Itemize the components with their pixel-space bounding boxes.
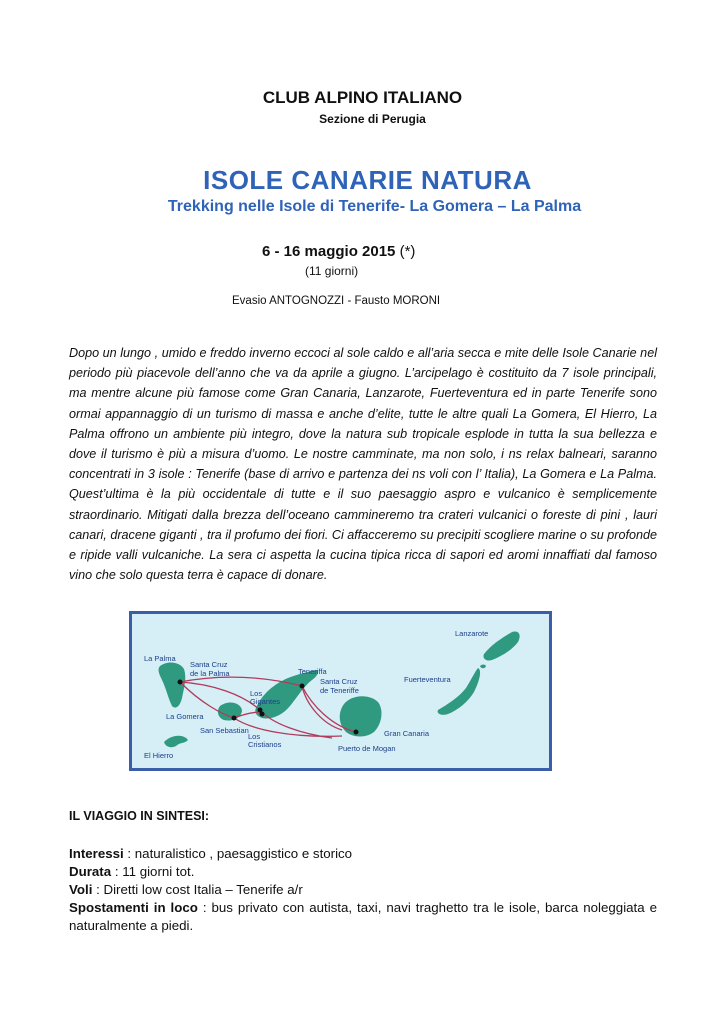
- trip-title: ISOLE CANARIE NATURA: [203, 165, 532, 195]
- label-santa-cruz-tenerife-2: de Teneriffe: [320, 686, 359, 695]
- label-gran-canaria: Gran Canaria: [384, 729, 430, 738]
- island-lobos: [480, 665, 486, 669]
- island-la-gomera: [218, 703, 242, 721]
- label-los-cristianos: Los: [248, 732, 261, 741]
- label-santa-cruz-tenerife: Santa Cruz: [320, 677, 358, 686]
- flights-label: Voli: [69, 882, 93, 897]
- label-los-gigantes: Los: [250, 689, 263, 698]
- island-el-hierro: [164, 736, 188, 747]
- label-los-gigantes-2: Gigantes: [250, 697, 281, 706]
- trip-dates-text: 6 - 16 maggio 2015: [262, 243, 396, 260]
- label-los-cristianos-2: Cristianos: [248, 740, 282, 749]
- interests-value: : naturalistico , paesaggistico e storico: [123, 846, 353, 861]
- transport-label: Spostamenti in loco: [69, 900, 198, 915]
- label-puerto-de-mogan: Puerto de Mogan: [338, 744, 396, 753]
- island-la-palma: [159, 662, 186, 707]
- club-section: Sezione di Perugia: [319, 112, 426, 126]
- label-santa-cruz-palma-2: de la Palma: [190, 669, 230, 678]
- label-el-hierro: El Hierro: [144, 751, 174, 760]
- flights-value: : Diretti low cost Italia – Tenerife a/r: [92, 882, 303, 897]
- label-la-gomera: La Gomera: [166, 712, 204, 721]
- summary-interests: [69, 845, 657, 863]
- label-fuerteventura: Fuerteventura: [404, 675, 451, 684]
- interests-label: Interessi: [69, 846, 124, 861]
- trip-leaders: Evasio ANTOGNOZZI - Fausto MORONI: [232, 295, 441, 307]
- club-name: CLUB ALPINO ITALIANO: [262, 88, 463, 107]
- summary-heading: IL VIAGGIO IN SINTESI:: [69, 809, 210, 823]
- summary-flights: [69, 881, 657, 899]
- label-san-sebastian: San Sebastian: [200, 726, 249, 735]
- label-la-palma: La Palma: [144, 654, 176, 663]
- transport-value: : bus privato con autista, taxi, navi traghetto tra le isole, barca noleggiata e naturalmente a piedi.: [69, 900, 657, 933]
- island-gran-canaria: [340, 696, 382, 736]
- summary-duration: [69, 863, 657, 881]
- island-tenerife: [255, 670, 318, 719]
- trip-dates-note: (*): [399, 243, 416, 260]
- intro-paragraph: Dopo un lungo , umido e freddo inverno eccoci al sole caldo e all’aria secca e mite delle Isole Canarie nel periodo più piacevole dell’anno che va da aprile a giugno. L’arcipelago è costituito da 7 isole principali, ma mentre alcune più famose come Gran Canaria, Lanzarote, Fuerteventura ed in parte Tenerife sono ormai appannaggio di un turismo di massa e anche d’elite, tutte le altre quali La Gomera, El Hierro, La Palma offrono un ambiente più integro, dove la natura sub tropicale esplode in tutta la sua bellezza e dove il turismo è più a misura d’uomo. Le nostre camminate, ma non solo, i ns relax balneari, saranno concentrati in 3 isole : Tenerife (base di arrivo e partenza dei ns voli con l’ Italia), La Gomera e La Palma. Quest’ultima è la più occidentale di tutte e il suo paesaggio aspro e vulcanico è semplicemente straordinario. Mitigati dalla brezza dell’oceano cammineremo tra crateri vulcanici o foreste di pini , lauri canari, dracene giganti , tra il profumo dei fiori. Ci affacceremo su precipiti scogliere marine o su profonde e ripide valli vulcaniche. La sera ci aspetta la cucina tipica ricca di sapori ed aromi innaffiati dal famoso vino che solo questa terra è capace di donare.: [69, 346, 657, 583]
- canary-islands-map: [129, 611, 552, 771]
- duration-label: Durata: [69, 864, 112, 879]
- trip-duration-note: (11 giorni): [305, 264, 359, 278]
- duration-value: : 11 giorni tot.: [111, 864, 195, 879]
- label-lanzarote: Lanzarote: [455, 629, 489, 638]
- label-santa-cruz-palma: Santa Cruz: [190, 660, 228, 669]
- trip-dates: [262, 243, 415, 260]
- trip-subtitle: Trekking nelle Isole di Tenerife- La Gomera – La Palma: [167, 198, 582, 215]
- label-tenerife: Teneriffa: [298, 667, 327, 676]
- summary-transport: [69, 899, 657, 935]
- island-lanzarote: [483, 631, 519, 660]
